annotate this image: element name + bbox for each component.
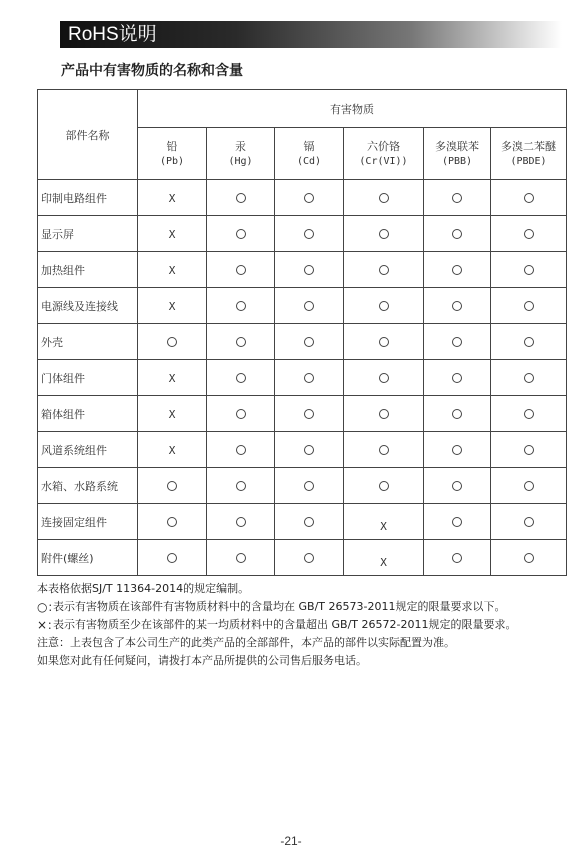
substance-header bbox=[138, 128, 207, 180]
cross-mark: X bbox=[168, 407, 176, 421]
substance-header bbox=[491, 128, 567, 180]
substance-value-cell bbox=[344, 252, 424, 288]
substance-value-cell bbox=[138, 324, 207, 360]
part-name-cell: 外壳 bbox=[38, 324, 138, 360]
circle-icon bbox=[379, 301, 389, 311]
circle-icon bbox=[452, 553, 462, 563]
circle-icon bbox=[452, 229, 462, 239]
substance-value-cell bbox=[424, 324, 491, 360]
cross-mark: X bbox=[380, 519, 387, 533]
hazardous-substance-table bbox=[37, 89, 567, 576]
substance-value-cell bbox=[275, 180, 344, 216]
cross-symbol: ×： bbox=[37, 618, 60, 632]
part-name-header: 部件名称 bbox=[38, 90, 138, 180]
substance-header bbox=[344, 128, 424, 180]
substance-value-cell bbox=[275, 396, 344, 432]
substance-value-cell bbox=[491, 540, 567, 576]
substance-header bbox=[275, 128, 344, 180]
substance-name: 六价铬 bbox=[367, 139, 400, 153]
circle-icon bbox=[304, 337, 314, 347]
substance-value-cell bbox=[138, 432, 207, 468]
substance-value-cell bbox=[344, 288, 424, 324]
circle-icon bbox=[236, 229, 246, 239]
circle-icon bbox=[304, 517, 314, 527]
substance-value-cell bbox=[275, 432, 344, 468]
table-row bbox=[38, 324, 567, 360]
circle-icon bbox=[236, 517, 246, 527]
table-subtitle: 产品中有害物质的名称和含量 bbox=[61, 63, 243, 79]
part-name-cell: 水箱、水路系统 bbox=[38, 468, 138, 504]
circle-icon bbox=[379, 337, 389, 347]
substance-symbol: (Cd) bbox=[296, 155, 322, 167]
circle-icon bbox=[452, 445, 462, 455]
substance-value-cell bbox=[424, 288, 491, 324]
circle-icon bbox=[236, 553, 246, 563]
substance-value-cell bbox=[138, 540, 207, 576]
substance-name: 镉 bbox=[303, 139, 315, 153]
circle-icon bbox=[524, 553, 534, 563]
substance-value-cell bbox=[491, 324, 567, 360]
hazardous-substance-group-header: 有害物质 bbox=[138, 90, 567, 128]
cross-mark: X bbox=[168, 191, 176, 205]
substance-value-cell bbox=[424, 216, 491, 252]
part-name-cell: 电源线及连接线 bbox=[38, 288, 138, 324]
substance-value-cell bbox=[138, 288, 207, 324]
circle-icon bbox=[236, 373, 246, 383]
circle-icon bbox=[304, 229, 314, 239]
substance-value-cell bbox=[424, 468, 491, 504]
substance-value-cell bbox=[344, 540, 424, 576]
substance-value-cell bbox=[275, 324, 344, 360]
circle-icon bbox=[304, 409, 314, 419]
circle-icon bbox=[452, 481, 462, 491]
table-row bbox=[38, 360, 567, 396]
part-name-cell: 连接固定组件 bbox=[38, 504, 138, 540]
circle-icon bbox=[304, 445, 314, 455]
circle-icon bbox=[524, 517, 534, 527]
substance-value-cell bbox=[207, 252, 275, 288]
section-title: RoHS说明 bbox=[68, 24, 157, 45]
substance-value-cell bbox=[275, 540, 344, 576]
circle-icon bbox=[524, 193, 534, 203]
substance-value-cell bbox=[207, 360, 275, 396]
substance-name: 多溴联苯 bbox=[435, 139, 479, 153]
circle-icon bbox=[379, 265, 389, 275]
table-row bbox=[38, 180, 567, 216]
part-name-cell: 门体组件 bbox=[38, 360, 138, 396]
substance-value-cell bbox=[424, 252, 491, 288]
substance-value-cell bbox=[275, 504, 344, 540]
table-row bbox=[38, 252, 567, 288]
section-header-bar bbox=[60, 21, 562, 48]
substance-symbol: (Hg) bbox=[228, 155, 253, 167]
substance-value-cell bbox=[424, 180, 491, 216]
cross-mark: X bbox=[168, 371, 176, 385]
substance-value-cell bbox=[344, 396, 424, 432]
circle-icon bbox=[304, 265, 314, 275]
note-basis: 本表格依据SJ/T 11364-2014的规定编制。 bbox=[37, 582, 250, 595]
substance-value-cell bbox=[424, 540, 491, 576]
circle-icon bbox=[167, 553, 177, 563]
part-name-cell: 加热组件 bbox=[38, 252, 138, 288]
circle-icon bbox=[452, 193, 462, 203]
substance-symbol: (PBB) bbox=[441, 155, 473, 167]
circle-icon bbox=[452, 301, 462, 311]
circle-icon bbox=[379, 229, 389, 239]
substance-value-cell bbox=[138, 360, 207, 396]
substance-name: 汞 bbox=[235, 139, 246, 153]
substance-value-cell bbox=[275, 288, 344, 324]
part-name-cell: 印制电路组件 bbox=[38, 180, 138, 216]
table-row bbox=[38, 396, 567, 432]
circle-icon bbox=[236, 481, 246, 491]
cross-mark: X bbox=[168, 299, 176, 313]
substance-value-cell bbox=[207, 432, 275, 468]
substance-value-cell bbox=[207, 540, 275, 576]
substance-value-cell bbox=[491, 432, 567, 468]
substance-symbol: (Pb) bbox=[159, 155, 185, 167]
circle-icon bbox=[452, 265, 462, 275]
note-contact: 如果您对此有任何疑问，请拨打本产品所提供的公司售后服务电话。 bbox=[37, 654, 367, 667]
substance-symbol: (PBDE) bbox=[510, 155, 547, 167]
substance-value-cell bbox=[424, 360, 491, 396]
substance-value-cell bbox=[138, 216, 207, 252]
cross-explanation: 表示有害物质至少在该部件的某一均质材料中的含量超出 GB/T 26572-2011规定的限量要求。 bbox=[53, 618, 517, 631]
substance-value-cell bbox=[207, 324, 275, 360]
table-row bbox=[38, 216, 567, 252]
substance-value-cell bbox=[275, 252, 344, 288]
circle-icon bbox=[524, 265, 534, 275]
substance-value-cell bbox=[344, 504, 424, 540]
circle-icon bbox=[452, 517, 462, 527]
substance-value-cell bbox=[207, 468, 275, 504]
substance-header bbox=[207, 128, 275, 180]
circle-icon bbox=[167, 337, 177, 347]
circle-icon bbox=[379, 445, 389, 455]
substance-value-cell bbox=[344, 180, 424, 216]
substance-value-cell bbox=[138, 252, 207, 288]
circle-icon bbox=[236, 193, 246, 203]
cross-mark: X bbox=[380, 555, 387, 569]
substance-name: 多溴二苯醚 bbox=[501, 139, 556, 153]
circle-icon bbox=[236, 337, 246, 347]
circle-icon bbox=[452, 409, 462, 419]
table-row bbox=[38, 468, 567, 504]
table-row bbox=[38, 288, 567, 324]
substance-value-cell bbox=[491, 180, 567, 216]
circle-icon bbox=[524, 337, 534, 347]
substance-value-cell bbox=[491, 288, 567, 324]
substance-value-cell bbox=[491, 252, 567, 288]
substance-value-cell bbox=[207, 216, 275, 252]
substance-value-cell bbox=[138, 504, 207, 540]
part-name-cell: 附件(螺丝) bbox=[38, 540, 138, 576]
circle-icon bbox=[304, 301, 314, 311]
notes-section bbox=[37, 580, 572, 670]
substance-value-cell bbox=[344, 216, 424, 252]
circle-icon bbox=[304, 373, 314, 383]
part-name-cell: 显示屏 bbox=[38, 216, 138, 252]
substance-value-cell bbox=[207, 180, 275, 216]
circle-icon bbox=[524, 481, 534, 491]
circle-icon bbox=[379, 373, 389, 383]
substance-symbol: (Cr(VI)) bbox=[359, 155, 408, 167]
circle-icon bbox=[236, 265, 246, 275]
table-body bbox=[38, 180, 567, 576]
cross-mark: X bbox=[168, 443, 176, 457]
circle-icon bbox=[236, 301, 246, 311]
circle-icon bbox=[524, 229, 534, 239]
substance-value-cell bbox=[491, 360, 567, 396]
substance-value-cell bbox=[424, 432, 491, 468]
substance-value-cell bbox=[138, 468, 207, 504]
cross-mark: X bbox=[168, 227, 176, 241]
page-number: -21- bbox=[280, 834, 302, 848]
circle-icon bbox=[304, 553, 314, 563]
substance-value-cell bbox=[138, 396, 207, 432]
part-name-cell: 箱体组件 bbox=[38, 396, 138, 432]
circle-symbol: ○： bbox=[37, 600, 60, 614]
substance-header bbox=[424, 128, 491, 180]
circle-icon bbox=[236, 409, 246, 419]
substance-value-cell bbox=[344, 324, 424, 360]
substance-name: 铅 bbox=[166, 139, 178, 153]
substance-value-cell bbox=[491, 504, 567, 540]
circle-icon bbox=[524, 409, 534, 419]
part-name-cell: 风道系统组件 bbox=[38, 432, 138, 468]
circle-icon bbox=[304, 193, 314, 203]
substance-value-cell bbox=[138, 180, 207, 216]
circle-icon bbox=[524, 301, 534, 311]
substance-value-cell bbox=[424, 504, 491, 540]
circle-icon bbox=[379, 409, 389, 419]
circle-icon bbox=[524, 445, 534, 455]
note-circle bbox=[37, 598, 572, 616]
circle-icon bbox=[304, 481, 314, 491]
cross-mark: X bbox=[168, 263, 176, 277]
circle-icon bbox=[452, 373, 462, 383]
circle-explanation: 表示有害物质在该部件有害物质材料中的含量均在 GB/T 26573-2011规定的限量要求以下。 bbox=[53, 600, 506, 613]
substance-value-cell bbox=[207, 288, 275, 324]
circle-icon bbox=[452, 337, 462, 347]
substance-value-cell bbox=[207, 396, 275, 432]
circle-icon bbox=[379, 481, 389, 491]
substance-value-cell bbox=[424, 396, 491, 432]
substance-value-cell bbox=[275, 216, 344, 252]
substance-value-cell bbox=[491, 216, 567, 252]
circle-icon bbox=[524, 373, 534, 383]
table-row bbox=[38, 432, 567, 468]
substance-value-cell bbox=[491, 396, 567, 432]
circle-icon bbox=[167, 481, 177, 491]
substance-value-cell bbox=[344, 468, 424, 504]
note-attention: 注意：上表包含了本公司生产的此类产品的全部部件，本产品的部件以实际配置为准。 bbox=[37, 636, 455, 649]
circle-icon bbox=[379, 193, 389, 203]
substance-value-cell bbox=[275, 468, 344, 504]
substance-value-cell bbox=[491, 468, 567, 504]
note-cross bbox=[37, 616, 572, 634]
substance-value-cell bbox=[275, 360, 344, 396]
substance-value-cell bbox=[207, 504, 275, 540]
substance-value-cell bbox=[344, 360, 424, 396]
circle-icon bbox=[236, 445, 246, 455]
substance-value-cell bbox=[344, 432, 424, 468]
table-row bbox=[38, 504, 567, 540]
circle-icon bbox=[167, 517, 177, 527]
table-row bbox=[38, 540, 567, 576]
